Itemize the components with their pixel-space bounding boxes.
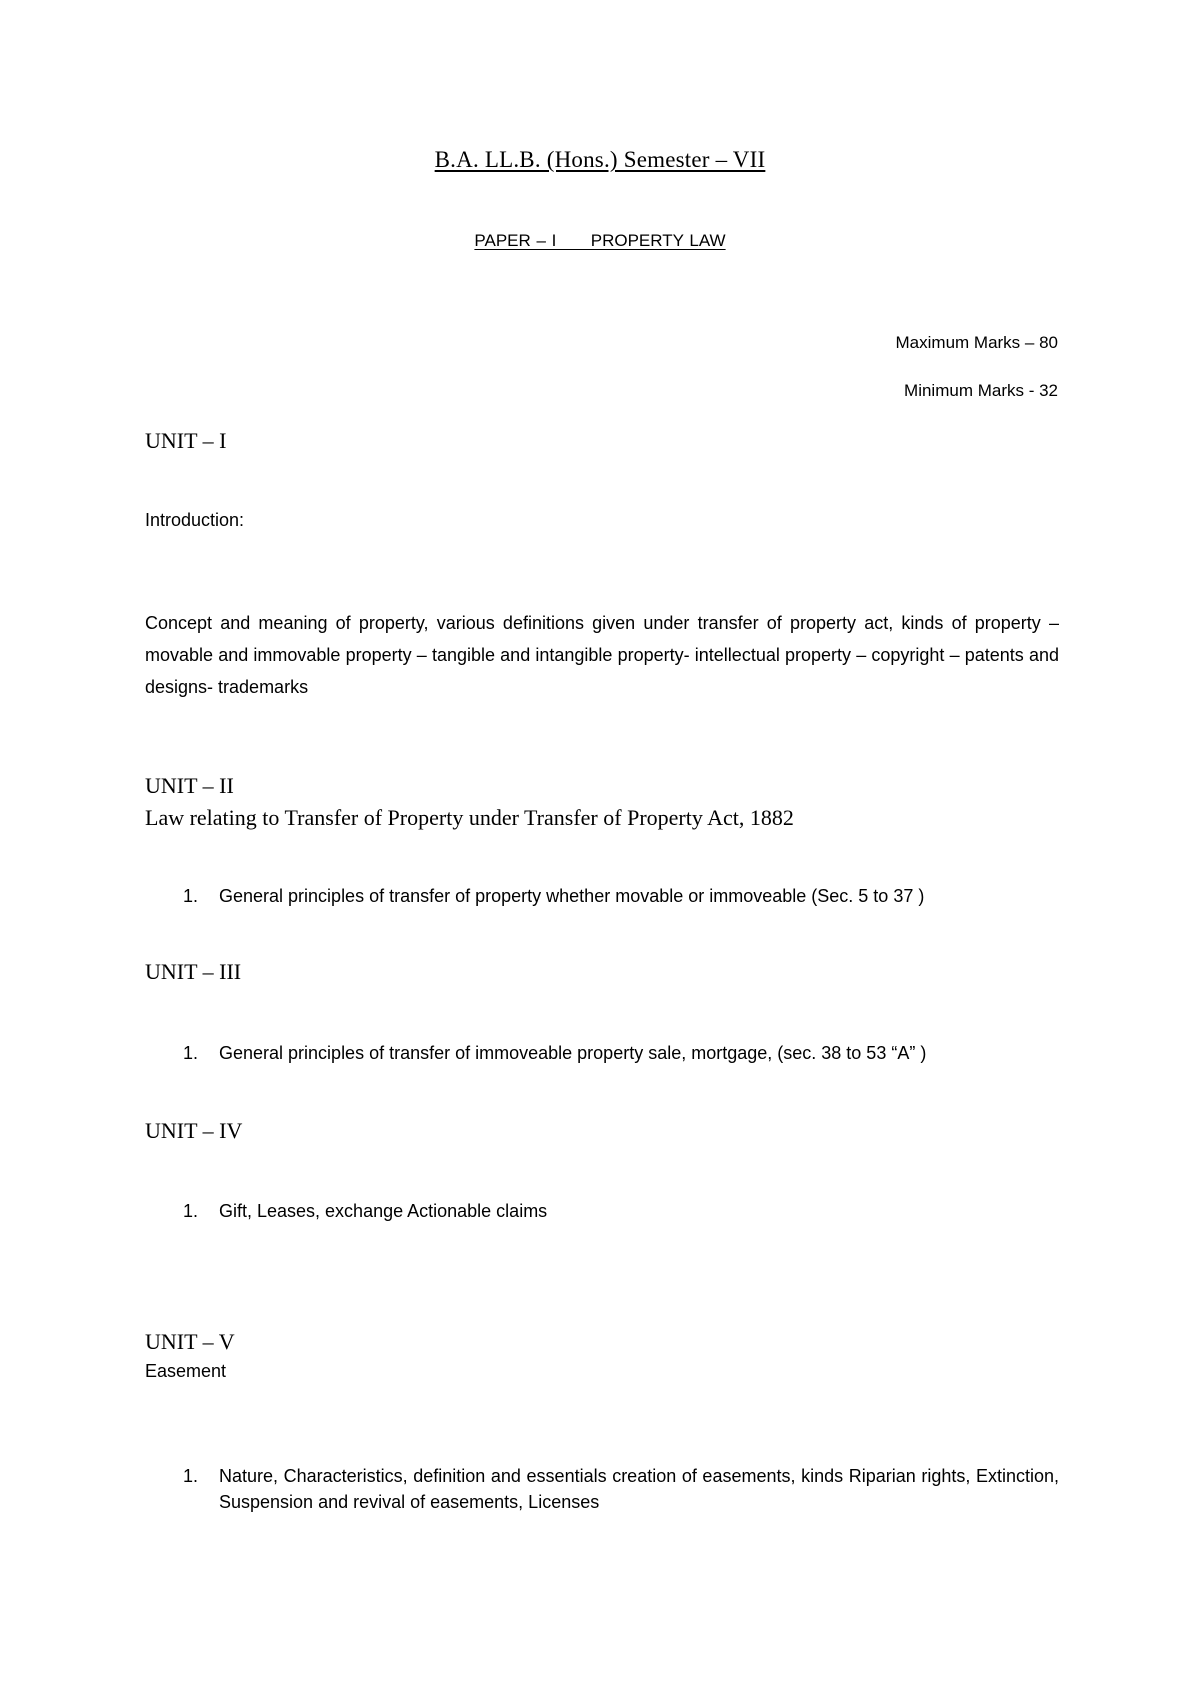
minimum-marks: Minimum Marks - 32 (904, 381, 1058, 400)
list-text: Gift, Leases, exchange Actionable claims (219, 1201, 548, 1221)
unit-1-heading: UNIT – I (145, 428, 227, 453)
list-number: 1. (183, 886, 199, 906)
document-title: B.A. LL.B. (Hons.) Semester – VII (434, 147, 766, 172)
unit-1-subheading: Introduction: (145, 510, 245, 530)
list-text: General principles of transfer of property whether movable or immoveable (Sec. 5 to 37 ) (219, 886, 925, 906)
unit-5-subheading: Easement (145, 1361, 227, 1381)
list-text: Nature, Characteristics, definition and essentials creation of easements, kinds Riparian rights, Extinction, Suspension and revival of easements, Licenses (219, 1466, 1059, 1512)
unit-3-heading: UNIT – III (145, 959, 242, 984)
unit-1-body: Concept and meaning of property, various definitions given under transfer of property act, kinds of property – movable and immovable property – tangible and intangible property- intellectual property – copyright – patents and designs- trademarks (145, 613, 1059, 697)
list-text: General principles of transfer of immoveable property sale, mortgage, (sec. 38 to 53 “A” ) (219, 1043, 927, 1063)
unit-5-heading: UNIT – V (145, 1329, 235, 1354)
unit-2-subheading: Law relating to Transfer of Property under Transfer of Property Act, 1882 (145, 805, 794, 830)
unit-2-heading: UNIT – II (145, 773, 234, 798)
maximum-marks: Maximum Marks – 80 (895, 333, 1058, 352)
list-number: 1. (183, 1466, 199, 1486)
list-item (183, 1201, 547, 1222)
list-number: 1. (183, 1043, 199, 1063)
list-item (183, 886, 924, 907)
list-number: 1. (183, 1201, 199, 1221)
list-item (183, 1463, 1059, 1515)
unit-4-heading: UNIT – IV (145, 1118, 243, 1143)
paper-title: PAPER – I PROPERTY LAW (474, 231, 726, 250)
list-item (183, 1043, 926, 1064)
